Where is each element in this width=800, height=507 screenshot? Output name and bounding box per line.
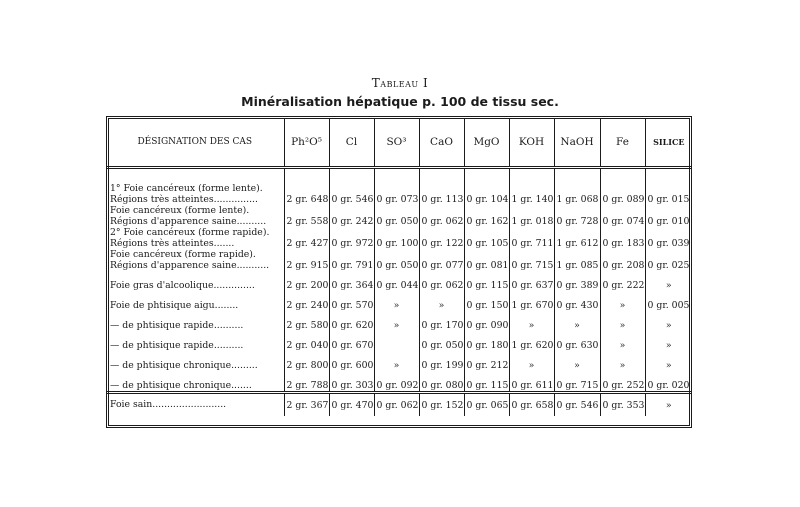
table-row xyxy=(106,291,692,311)
cell-fe: » xyxy=(600,351,645,371)
cell-silice: 0 gr. 010 xyxy=(645,205,692,227)
col-header-koh: KOH xyxy=(509,118,554,168)
cell-fe: » xyxy=(600,291,645,311)
table-title: Minéralisation hépatique p. 100 de tissu sec. xyxy=(241,94,559,109)
cell-koh: 1 gr. 018 xyxy=(509,205,554,227)
cell-cao: 0 gr. 170 xyxy=(419,311,464,331)
cell-silice: » xyxy=(645,331,692,351)
cell-cao: 0 gr. 050 xyxy=(419,331,464,351)
cell-cao: 0 gr. 077 xyxy=(419,249,464,271)
cell-koh: 0 gr. 711 xyxy=(509,227,554,249)
cell-cao: 0 gr. 080 xyxy=(419,371,464,393)
cell-mgo: 0 gr. 104 xyxy=(464,183,509,205)
col-header-silice: SILICE xyxy=(645,118,692,168)
col-header-naoh: NaOH xyxy=(554,118,600,168)
cell-cl: 0 gr. 791 xyxy=(329,249,374,271)
cell-so3: » xyxy=(374,311,419,331)
cell-designation: — de phtisique chronique....... xyxy=(110,379,252,391)
table-row xyxy=(106,227,692,249)
cell-koh: » xyxy=(509,351,554,371)
cell-naoh: » xyxy=(554,351,600,371)
cell-cl: 0 gr. 303 xyxy=(329,371,374,393)
cell-mgo: 0 gr. 180 xyxy=(464,331,509,351)
header-row xyxy=(106,118,692,168)
col-header-designation: DÉSIGNATION DES CAS xyxy=(106,118,284,168)
col-header-ph2o5: Ph²O⁵ xyxy=(284,118,329,168)
cell-ph2o5: 2 gr. 558 xyxy=(284,205,329,227)
cell-cao: » xyxy=(419,291,464,311)
table-row xyxy=(106,183,692,205)
table-row xyxy=(106,393,692,417)
cell-silice: 0 gr. 039 xyxy=(645,227,692,249)
cell-silice: » xyxy=(645,393,692,417)
cell-silice: » xyxy=(645,351,692,371)
cell-cao: 0 gr. 062 xyxy=(419,205,464,227)
cell-naoh: 0 gr. 715 xyxy=(554,371,600,393)
cell-mgo: 0 gr. 081 xyxy=(464,249,509,271)
cell-silice: 0 gr. 020 xyxy=(645,371,692,393)
cell-so3: 0 gr. 050 xyxy=(374,249,419,271)
cell-designation: — de phtisique chronique......... xyxy=(110,359,258,371)
cell-designation: — de phtisique rapide.......... xyxy=(110,319,244,331)
col-header-mgo: MgO xyxy=(464,118,509,168)
table-row xyxy=(106,249,692,271)
cell-ph2o5: 2 gr. 200 xyxy=(284,271,329,291)
cell-cl: 0 gr. 670 xyxy=(329,331,374,351)
cell-fe: » xyxy=(600,311,645,331)
col-header-fe: Fe xyxy=(600,118,645,168)
table-row xyxy=(106,271,692,291)
cell-so3: 0 gr. 073 xyxy=(374,183,419,205)
cell-designation: — de phtisique rapide.......... xyxy=(110,339,244,351)
table-row xyxy=(106,351,692,371)
col-header-cao: CaO xyxy=(419,118,464,168)
cell-fe: » xyxy=(600,331,645,351)
cell-ph2o5: 2 gr. 040 xyxy=(284,331,329,351)
cell-so3: 0 gr. 050 xyxy=(374,205,419,227)
cell-fe: 0 gr. 353 xyxy=(600,393,645,417)
cell-koh: 0 gr. 658 xyxy=(509,393,554,417)
cell-naoh: 0 gr. 546 xyxy=(554,393,600,417)
cell-fe: 0 gr. 183 xyxy=(600,227,645,249)
mineralisation-table xyxy=(106,118,692,416)
cell-mgo: 0 gr. 065 xyxy=(464,393,509,417)
cell-ph2o5: 2 gr. 367 xyxy=(284,393,329,417)
cell-so3: 0 gr. 044 xyxy=(374,271,419,291)
cell-cl: 0 gr. 242 xyxy=(329,205,374,227)
table-row xyxy=(106,371,692,393)
cell-designation: Foie cancéreux (forme lente). Régions d'apparence saine.......... xyxy=(110,205,267,227)
cell-ph2o5: 2 gr. 240 xyxy=(284,291,329,311)
cell-fe: 0 gr. 252 xyxy=(600,371,645,393)
cell-koh: 1 gr. 620 xyxy=(509,331,554,351)
cell-designation: 1° Foie cancéreux (forme lente). Régions très atteintes............... xyxy=(110,183,263,205)
table-label: Tableau I xyxy=(371,76,429,90)
cell-so3: » xyxy=(374,351,419,371)
cell-silice: 0 gr. 005 xyxy=(645,291,692,311)
cell-ph2o5: 2 gr. 580 xyxy=(284,311,329,331)
cell-designation: Foie de phtisique aigu........ xyxy=(110,299,239,311)
col-header-cl: Cl xyxy=(329,118,374,168)
cell-ph2o5: 2 gr. 427 xyxy=(284,227,329,249)
cell-silice: 0 gr. 015 xyxy=(645,183,692,205)
cell-cao: 0 gr. 113 xyxy=(419,183,464,205)
spacer-row xyxy=(106,168,692,184)
cell-naoh: 1 gr. 068 xyxy=(554,183,600,205)
cell-so3: 0 gr. 062 xyxy=(374,393,419,417)
cell-naoh: 0 gr. 728 xyxy=(554,205,600,227)
cell-mgo: 0 gr. 090 xyxy=(464,311,509,331)
table-row xyxy=(106,311,692,331)
cell-koh: 0 gr. 715 xyxy=(509,249,554,271)
table-row xyxy=(106,205,692,227)
cell-ph2o5: 2 gr. 800 xyxy=(284,351,329,371)
cell-cao: 0 gr. 152 xyxy=(419,393,464,417)
cell-fe: 0 gr. 222 xyxy=(600,271,645,291)
cell-cl: 0 gr. 620 xyxy=(329,311,374,331)
cell-designation: 2° Foie cancéreux (forme rapide). Régions très atteintes....... xyxy=(110,227,270,249)
cell-koh: » xyxy=(509,311,554,331)
cell-silice: » xyxy=(645,311,692,331)
cell-so3: 0 gr. 100 xyxy=(374,227,419,249)
cell-cl: 0 gr. 972 xyxy=(329,227,374,249)
cell-so3: 0 gr. 092 xyxy=(374,371,419,393)
cell-so3 xyxy=(374,331,419,351)
cell-cao: 0 gr. 062 xyxy=(419,271,464,291)
table-row xyxy=(106,331,692,351)
cell-designation: Foie sain......................... xyxy=(106,393,284,417)
cell-koh: 1 gr. 670 xyxy=(509,291,554,311)
cell-mgo: 0 gr. 150 xyxy=(464,291,509,311)
cell-naoh: » xyxy=(554,311,600,331)
cell-naoh: 0 gr. 389 xyxy=(554,271,600,291)
cell-mgo: 0 gr. 115 xyxy=(464,271,509,291)
cell-cl: 0 gr. 546 xyxy=(329,183,374,205)
cell-naoh: 1 gr. 612 xyxy=(554,227,600,249)
cell-koh: 0 gr. 637 xyxy=(509,271,554,291)
cell-mgo: 0 gr. 105 xyxy=(464,227,509,249)
cell-cao: 0 gr. 122 xyxy=(419,227,464,249)
cell-fe: 0 gr. 089 xyxy=(600,183,645,205)
cell-designation: Foie gras d'alcoolique.............. xyxy=(110,279,255,291)
cell-cao: 0 gr. 199 xyxy=(419,351,464,371)
cell-designation: Foie cancéreux (forme rapide). Régions d'apparence saine........... xyxy=(110,249,270,271)
cell-fe: 0 gr. 208 xyxy=(600,249,645,271)
cell-mgo: 0 gr. 212 xyxy=(464,351,509,371)
cell-cl: 0 gr. 364 xyxy=(329,271,374,291)
cell-mgo: 0 gr. 162 xyxy=(464,205,509,227)
cell-silice: » xyxy=(645,271,692,291)
cell-koh: 0 gr. 611 xyxy=(509,371,554,393)
cell-naoh: 1 gr. 085 xyxy=(554,249,600,271)
cell-silice: 0 gr. 025 xyxy=(645,249,692,271)
cell-ph2o5: 2 gr. 915 xyxy=(284,249,329,271)
cell-ph2o5: 2 gr. 788 xyxy=(284,371,329,393)
col-header-so3: SO³ xyxy=(374,118,419,168)
cell-naoh: 0 gr. 630 xyxy=(554,331,600,351)
cell-so3: » xyxy=(374,291,419,311)
cell-cl: 0 gr. 600 xyxy=(329,351,374,371)
cell-naoh: 0 gr. 430 xyxy=(554,291,600,311)
cell-ph2o5: 2 gr. 648 xyxy=(284,183,329,205)
cell-fe: 0 gr. 074 xyxy=(600,205,645,227)
cell-koh: 1 gr. 140 xyxy=(509,183,554,205)
cell-cl: 0 gr. 470 xyxy=(329,393,374,417)
cell-cl: 0 gr. 570 xyxy=(329,291,374,311)
cell-mgo: 0 gr. 115 xyxy=(464,371,509,393)
